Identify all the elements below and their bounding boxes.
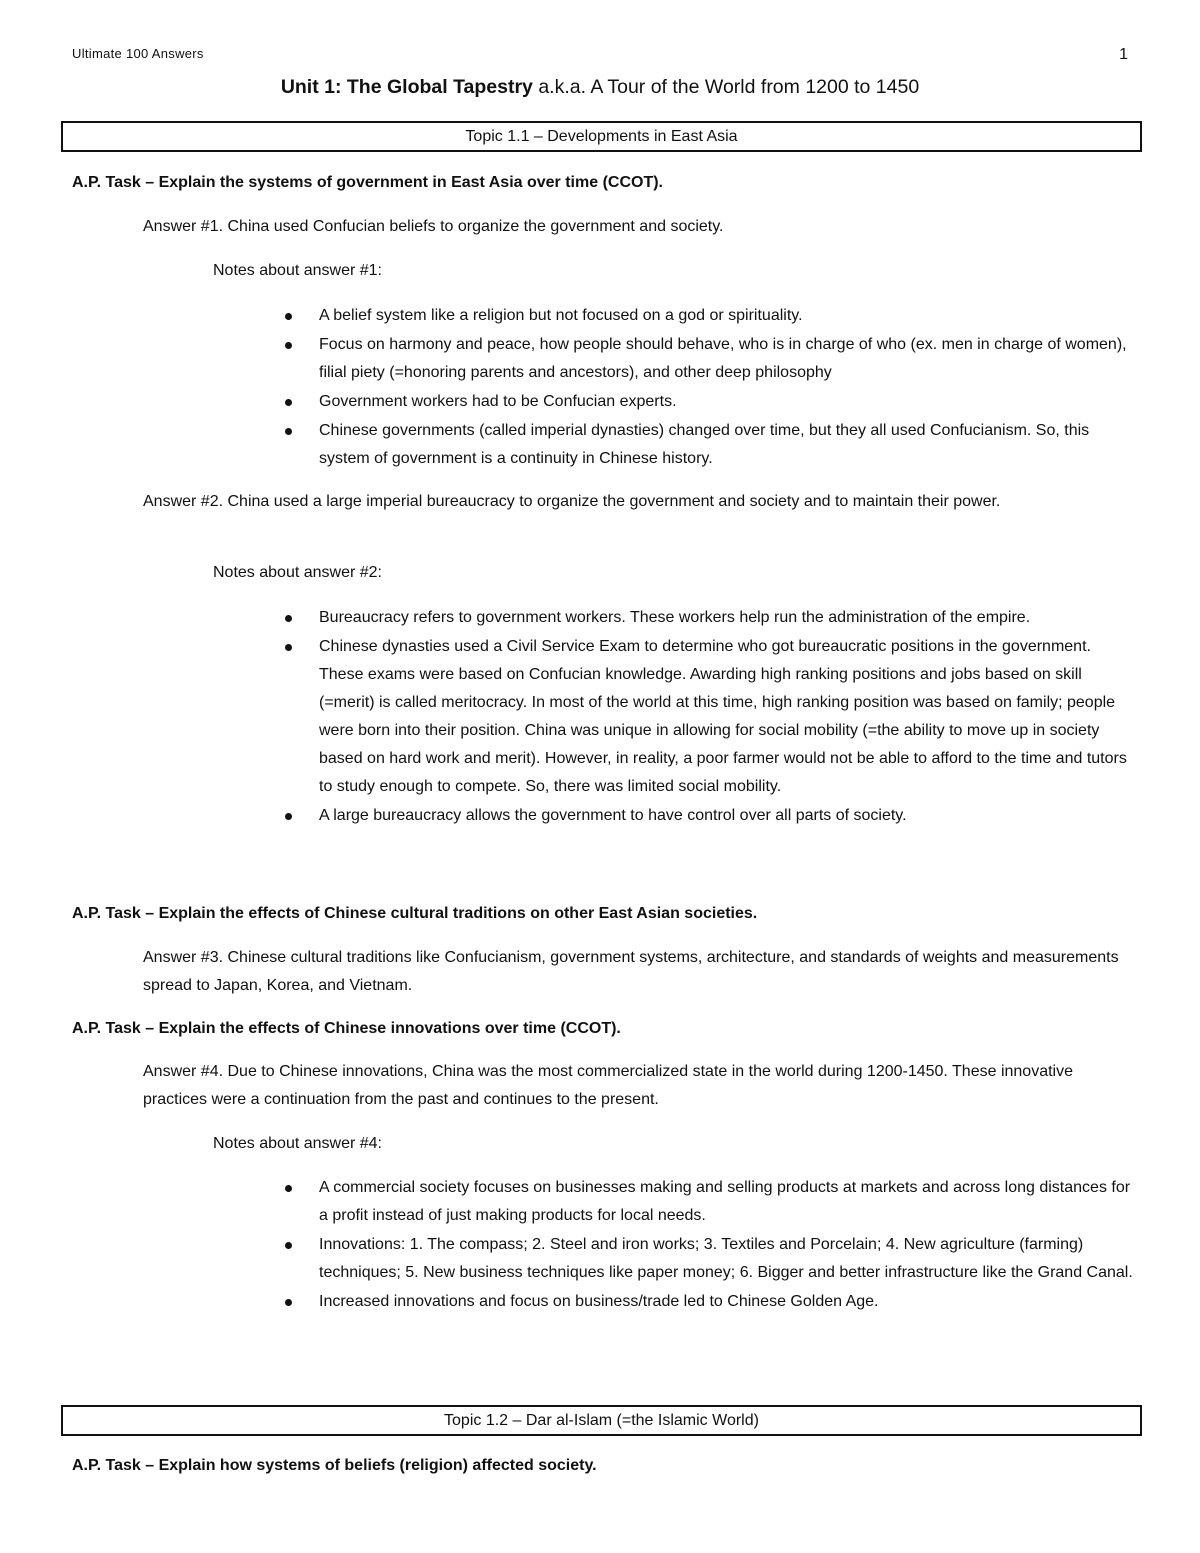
notes-answer-1: Notes about answer #1: [213, 262, 382, 279]
bullet-list-answer-4 [283, 1174, 1133, 1317]
list-item: Increased innovations and focus on business/trade led to Chinese Golden Age. [283, 1288, 1133, 1316]
list-item: Chinese dynasties used a Civil Service Exam to determine who got bureaucratic positions in the government. These exams were based on Confucian knowledge. Awarding high ranking positions and jobs based on skill (=merit) is called meritocracy. In most of the world at this time, high ranking position was based on family; people were born into their position. China was unique in allowing for social mobility (=the ability to move up in society based on hard work and merit). However, in reality, a poor farmer would not be able to afford to the time and tutors to study enough to compete. So, there was limited social mobility. [283, 633, 1133, 801]
topic-1-1-box: Topic 1.1 – Developments in East Asia [61, 121, 1142, 152]
bullet-dot [285, 313, 292, 320]
notes-answer-2: Notes about answer #2: [213, 564, 382, 581]
bullet-dot [285, 399, 292, 406]
bullet-dot [285, 1299, 292, 1306]
notes-answer-4: Notes about answer #4: [213, 1135, 382, 1152]
list-item: Chinese governments (called imperial dynasties) changed over time, but they all used Confucianism. So, this system of government is a continuity in Chinese history. [283, 417, 1133, 473]
list-item: A large bureaucracy allows the government to have control over all parts of society. [283, 802, 1133, 830]
ap-task-cultural-traditions: A.P. Task – Explain the effects of Chinese cultural traditions on other East Asian societies. [72, 905, 758, 922]
bullet-dot [285, 1185, 292, 1192]
list-item: Focus on harmony and peace, how people should behave, who is in charge of who (ex. men in charge of women), filial piety (=honoring parents and ancestors), and other deep philosophy [283, 331, 1133, 387]
list-item: A commercial society focuses on businesses making and selling products at markets and across long distances for a profit instead of just making products for local needs. [283, 1174, 1133, 1230]
title-rest: a.k.a. A Tour of the World from 1200 to 1450 [532, 76, 920, 98]
answer-4: Answer #4. Due to Chinese innovations, China was the most commercialized state in the world during 1200-1450. These innovative practices were a continuation from the past and continues to the present. [143, 1063, 1073, 1108]
title-bold: Unit 1: The Global Tapestry [280, 76, 533, 98]
bullet-dot [285, 342, 292, 349]
list-item: Innovations: 1. The compass; 2. Steel and iron works; 3. Textiles and Porcelain; 4. New agriculture (farming) techniques; 5. New business techniques like paper money; 6. Bigger and better infrastructure like the Grand Canal. [283, 1231, 1133, 1287]
ap-task-innovations: A.P. Task – Explain the effects of Chinese innovations over time (CCOT). [72, 1020, 621, 1037]
bullet-list-answer-2 [283, 604, 1133, 831]
list-item: Bureaucracy refers to government workers. These workers help run the administration of the empire. [283, 604, 1133, 632]
page-title [0, 76, 1200, 99]
bullet-dot [285, 644, 292, 651]
answer-2: Answer #2. China used a large imperial bureaucracy to organize the government and society and to maintain their power. [143, 493, 1001, 510]
bullet-dot [285, 615, 292, 622]
answer-1: Answer #1. China used Confucian beliefs to organize the government and society. [143, 218, 724, 235]
ap-task-belief-systems: A.P. Task – Explain how systems of beliefs (religion) affected society. [72, 1457, 597, 1474]
bullet-dot [285, 1242, 292, 1249]
bullet-dot [285, 813, 292, 820]
topic-1-2-box: Topic 1.2 – Dar al-Islam (=the Islamic World) [61, 1405, 1142, 1436]
answer-3: Answer #3. Chinese cultural traditions like Confucianism, government systems, architecture, and standards of weights and measurements spread to Japan, Korea, and Vietnam. [143, 949, 1119, 994]
bullet-dot [285, 428, 292, 435]
bullet-list-answer-1 [283, 302, 1133, 474]
list-item: A belief system like a religion but not focused on a god or spirituality. [283, 302, 1133, 330]
list-item: Government workers had to be Confucian experts. [283, 388, 1133, 416]
page-number: 1 [1119, 46, 1128, 63]
ap-task-government: A.P. Task – Explain the systems of government in East Asia over time (CCOT). [72, 174, 663, 191]
running-header: Ultimate 100 Answers [72, 46, 204, 61]
